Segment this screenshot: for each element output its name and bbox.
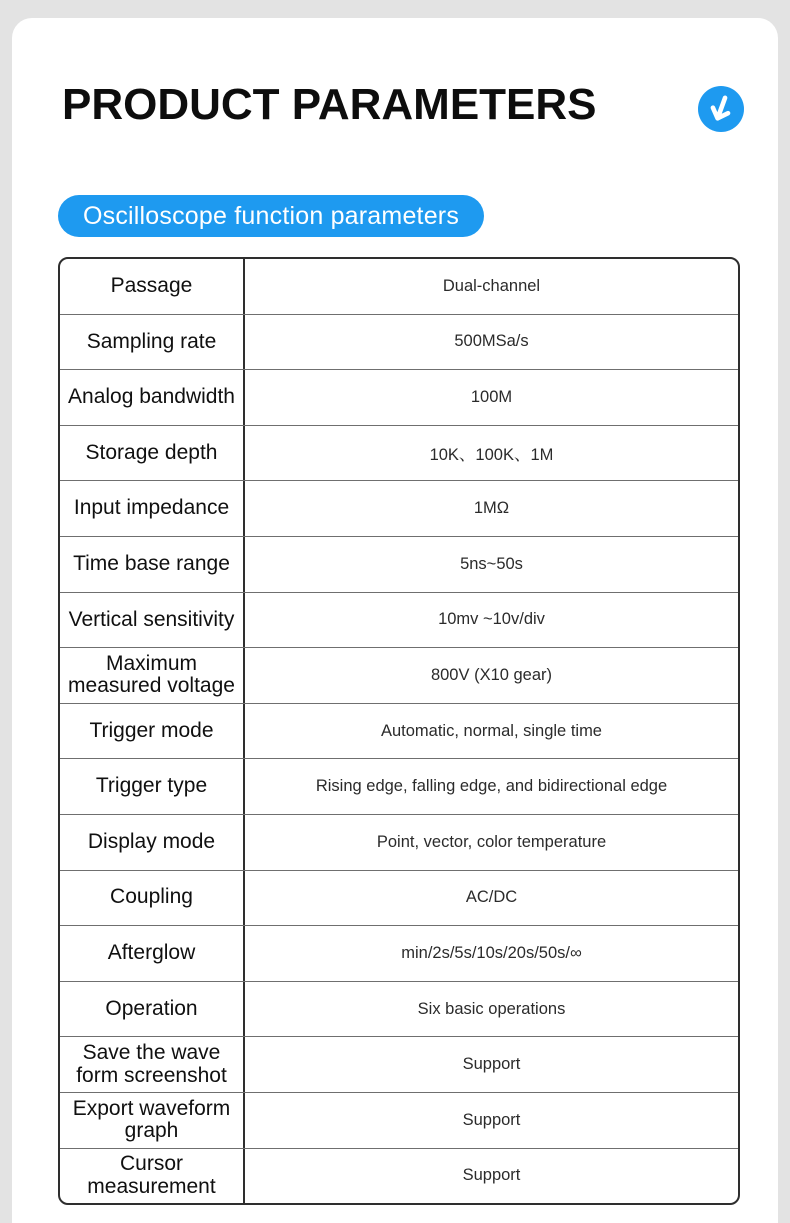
- row-value: Rising edge, falling edge, and bidirectional edge: [315, 777, 668, 796]
- row-label: Time base range: [60, 537, 245, 592]
- page-title: PRODUCT PARAMETERS: [62, 80, 597, 129]
- row-value: min/2s/5s/10s/20s/50s/∞: [401, 943, 582, 962]
- row-label: Sampling rate: [60, 315, 245, 370]
- table-row: [60, 871, 738, 927]
- row-value: 10mv ~10v/div: [438, 610, 545, 629]
- content-card: [12, 18, 778, 1223]
- row-label: Trigger type: [60, 759, 245, 814]
- table-row: [60, 593, 738, 649]
- table-row: [60, 759, 738, 815]
- row-label: Coupling: [60, 871, 245, 926]
- row-value: 5ns~50s: [460, 554, 523, 573]
- table-row: [60, 926, 738, 982]
- row-label: Trigger mode: [60, 704, 245, 759]
- table-row: [60, 426, 738, 482]
- row-value: 10K、100K、1M: [429, 446, 554, 465]
- table-row: [60, 481, 738, 537]
- table-row: [60, 370, 738, 426]
- table-row: [60, 648, 738, 704]
- table-row: [60, 1093, 738, 1149]
- row-value: Automatic, normal, single time: [380, 721, 602, 740]
- row-value: 800V (X10 gear): [430, 665, 553, 684]
- row-label: Input impedance: [60, 481, 245, 536]
- table-row: [60, 537, 738, 593]
- row-label: Cursor measurement: [60, 1149, 245, 1204]
- arrow-down-left-icon: [698, 86, 744, 132]
- table-row: [60, 815, 738, 871]
- table-row: [60, 259, 738, 315]
- row-value: 1MΩ: [473, 499, 510, 518]
- row-label: Vertical sensitivity: [60, 593, 245, 648]
- row-value: Six basic operations: [417, 999, 566, 1018]
- table-row: [60, 704, 738, 760]
- table-row: [60, 1149, 738, 1204]
- section-badge: Oscilloscope function parameters: [58, 195, 484, 237]
- row-value: 100M: [470, 387, 513, 406]
- row-label: Passage: [60, 259, 245, 314]
- row-value: Support: [462, 1166, 521, 1185]
- row-label: Save the wave form screenshot: [60, 1037, 245, 1092]
- row-label: Export waveform graph: [60, 1093, 245, 1148]
- row-value: Support: [462, 1110, 521, 1129]
- row-value: Dual-channel: [442, 276, 541, 295]
- row-value: 500MSa/s: [454, 332, 529, 351]
- row-value: Point, vector, color temperature: [376, 832, 607, 851]
- row-label: Display mode: [60, 815, 245, 870]
- row-label: Storage depth: [60, 426, 245, 481]
- row-label: Analog bandwidth: [60, 370, 245, 425]
- row-value: Support: [462, 1055, 521, 1074]
- row-label: Afterglow: [60, 926, 245, 981]
- row-value: AC/DC: [465, 888, 518, 907]
- row-label: Operation: [60, 982, 245, 1037]
- table-row: [60, 315, 738, 371]
- table-row: [60, 982, 738, 1038]
- spec-table: [58, 257, 740, 1205]
- table-row: [60, 1037, 738, 1093]
- row-label: Maximum measured voltage: [60, 648, 245, 703]
